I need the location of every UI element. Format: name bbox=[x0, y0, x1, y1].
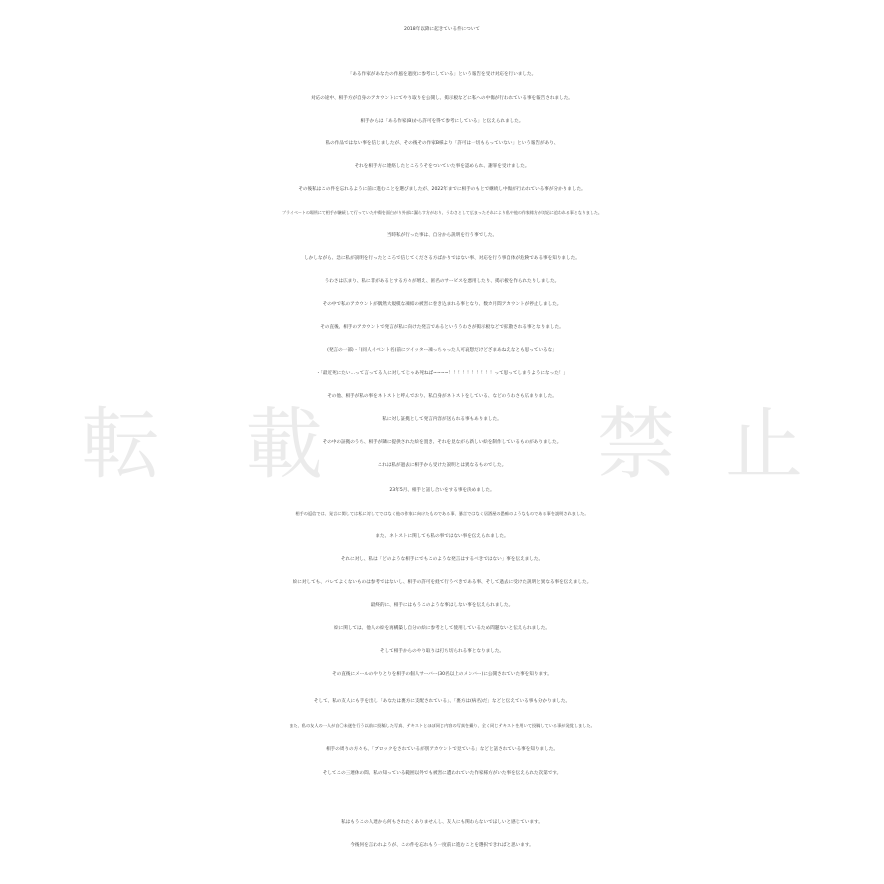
text-line: 私の作品ではない事を信じましたが、その後その作家B様より「許可は一切もらっていない」という報告があり、 bbox=[325, 141, 559, 146]
text-line: そして相手からのやり取りは打ち切られる事となりました。 bbox=[379, 649, 505, 654]
text-line: その中の証拠のうち、相手が隣に提供された絵を置き、それを見ながら新しい絵を制作しているものがありました。 bbox=[322, 440, 562, 445]
text-line: しかしながら、急に私が説明を行ったところで信じてくださる方ばかりではない事、対応を行う事自体が危険である事を知りました。 bbox=[304, 256, 580, 261]
watermark-char: 止 bbox=[725, 400, 804, 490]
text-line: プライベートの場所にて相手が継続して行っていた中傷を面白がり外部に漏らす方がおり、うわさとして広まったそれにより私や他の作家様方が対応に追われる事となりました。 bbox=[282, 210, 602, 215]
text-line: 対応の途中、相手方が自身のアカウントにてやり取りを公開し、掲示板などに私への中傷が行われている事を報告されました。 bbox=[311, 96, 573, 101]
text-line: 絵に対しても、バレてよくないものは参考ではないし、相手の許可を経て行うべきである事、そして過去に受けた説明と異なる事を伝えました。 bbox=[292, 580, 592, 585]
text-line: 最終的に、相手にはもうこのような事はしない事を伝えられました。 bbox=[370, 603, 514, 608]
document-title: 2018年以降に起きている件について bbox=[404, 27, 480, 32]
text-line: また、ネトストに関しても私の事ではない事を伝えられました。 bbox=[375, 534, 509, 539]
text-line: 23年5月、相手と話し合いをする事を決めました。 bbox=[389, 488, 495, 493]
text-line: これは私が過去に相手から受けた説明とは異なるものでした。 bbox=[377, 463, 507, 468]
text-line: 私はもうこの人達から何もされたくありませんし、友人にも関わらないでほしいと感じています。 bbox=[341, 820, 543, 825]
text-line: 当時私が行った事は、自分から説明を行う事でした。 bbox=[386, 233, 498, 238]
text-line: うわさは広まり、私に非があるとする方々が増え、匿名のサービスを悪用したり、掲示板を作られたりしました。 bbox=[324, 279, 560, 284]
text-line: その直後にメールのやりとりを相手の個人サーバー(30名以上のメンバー)に公開されていた事を知ります。 bbox=[332, 672, 552, 677]
text-line: その直後、相手のアカウントで発言が私に向けた発言であるといううわさが掲示板などで拡散される事となりました。 bbox=[320, 325, 564, 330]
text-line: 相手の周りの方々も、「ブロックをされているが別アカウントで見ている」などと話されている事を知りました。 bbox=[326, 747, 558, 752]
watermark-char: 載 bbox=[245, 400, 324, 490]
text-line: その他、相手が私の事をネトストと呼んでおり、私自身がネトストをしている、などのうわさも広まりました。 bbox=[327, 394, 557, 399]
text-line: (発言の一部)・「(同人イベント名)前にツイッター凍っちゃった人可哀想だけどざまあねえなとも思っているな」 bbox=[327, 348, 557, 353]
text-line: そして、私の友人にも手を出し「あなたは裏方に支配されている」、「裏方は(病名)だ」などと伝えている事も分かりました。 bbox=[313, 699, 571, 704]
text-line: そしてこの三連休の間、私の知っている範囲以外でも被害に遭われていた作家様方がいた事を伝えられた次第です。 bbox=[322, 771, 562, 776]
text-line: ・「最近死にたい…って言ってる人に対してじゃあ死ねば~~~~！！！！！！！！！！って思ってしまうようになった！」 bbox=[316, 371, 568, 376]
watermark-char: 転 bbox=[82, 400, 161, 490]
text-line: 私に対し証拠として発言内容が送られる事もありました。 bbox=[382, 417, 502, 422]
text-line: 今後何を言われようが、この件を忘れもう一度前に進むことを選択できればと思います。 bbox=[350, 843, 534, 848]
text-line: 相手からは「ある作家(B)から許可を得て参考にしている」と伝えられました。 bbox=[360, 119, 524, 124]
watermark-char: 禁 bbox=[597, 400, 676, 490]
text-line: 相手の返信では、発言に関しては私に対してではなく他の作家に向けたものである事、暴言ではなく居酒屋の愚痴のようなものである事を説明されました。 bbox=[295, 511, 589, 516]
text-line: 「ある作家があなたの作風を過度に参考にしている」という報告を受け対応を行いました。 bbox=[347, 72, 537, 77]
text-line: それに対し、私は「どのような相手にでもこのような発言はするべきではない」事を伝えました。 bbox=[340, 557, 544, 562]
text-line: 絵に関しては、他人の絵を再構築し自分の絵に参考として使用しているため問題ないと伝えられました。 bbox=[334, 626, 550, 631]
text-line: それを相手方に連絡したところうそをついていた事を認められ、謝罪を受けました。 bbox=[354, 164, 530, 169]
text-line: その中で私のアカウントが偶然大規模な凍結の被害に巻き込まれる事となり、数カ月間アカウントが停止しました。 bbox=[322, 302, 562, 307]
text-line: また、私の友人の一人が自〇未遂を行う以前に投稿した写真、テキストとほぼ同じ内容の写真を撮り、全く同じテキストを用いて投稿している事が発覚しました。 bbox=[289, 723, 595, 728]
text-line: その後私はこの件を忘れるように前に進むことを選びましたが、2022年までに相手のもとで継続し中傷が行われている事が分かりました。 bbox=[298, 187, 586, 192]
